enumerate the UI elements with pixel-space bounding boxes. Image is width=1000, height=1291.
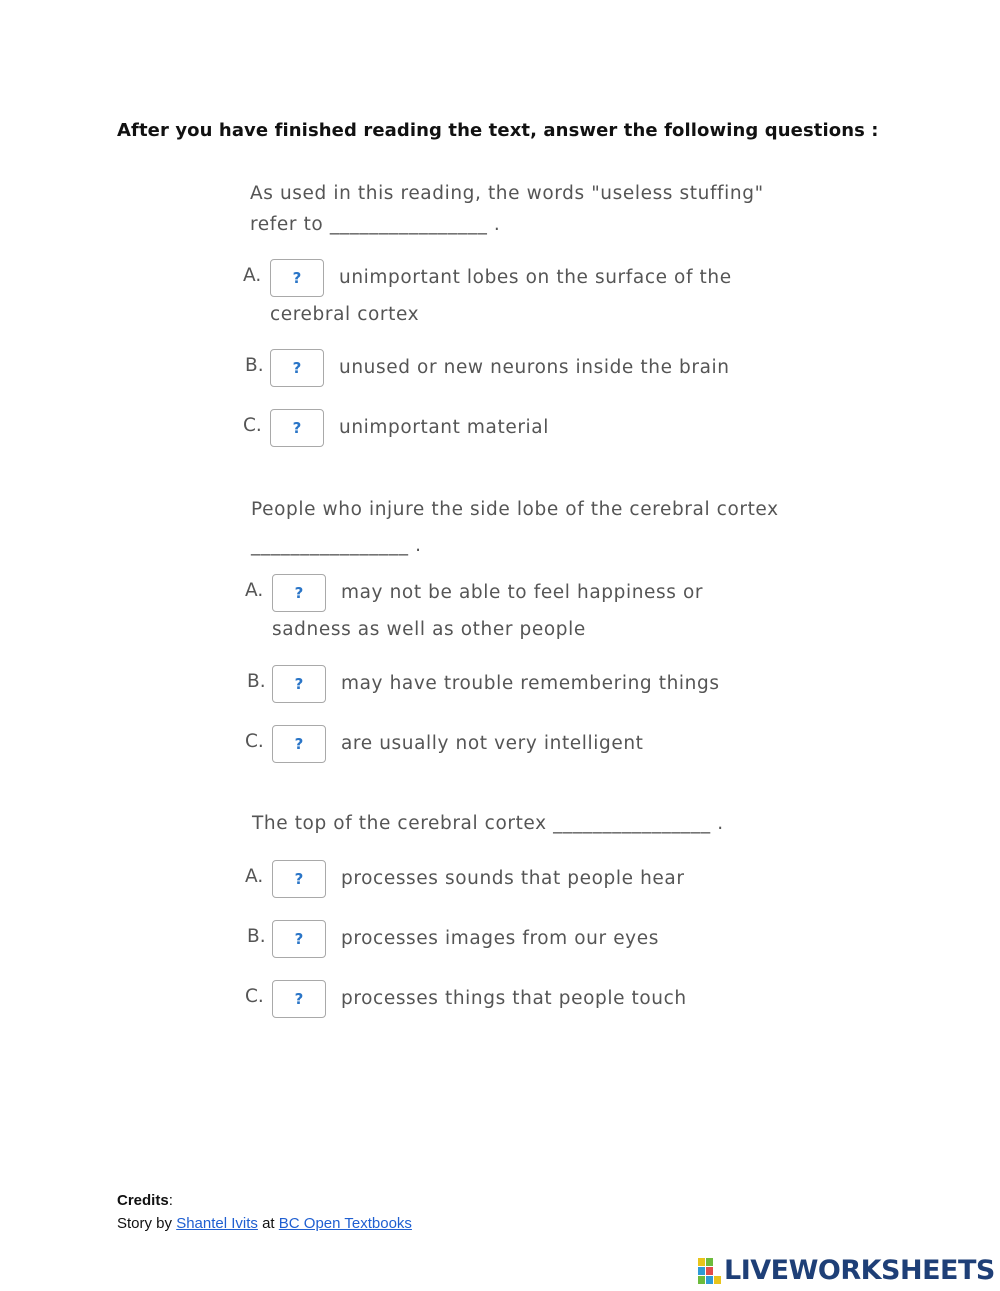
q2-option-a-letter: A.: [245, 580, 264, 601]
question-1-stem-line2: refer to ________________ .: [250, 214, 501, 235]
author-link[interactable]: Shantel Ivits: [176, 1215, 258, 1232]
q2-option-a-text-line2: sadness as well as other people: [272, 619, 586, 640]
q2-option-a-text-line1: may not be able to feel happiness or: [341, 582, 704, 603]
q1-option-a-text: [270, 259, 732, 333]
credits-line: [117, 1212, 412, 1235]
q3-option-b-text: processes images from our eyes: [341, 928, 659, 949]
q1-option-a-text-line2: cerebral cortex: [270, 304, 420, 325]
q2-option-a-text: [272, 574, 703, 648]
credits-label: Credits: [117, 1192, 169, 1209]
q3-option-c-letter: C.: [245, 986, 264, 1007]
q3-option-b-answer-box[interactable]: ?: [272, 920, 326, 958]
credits-colon: :: [168, 1192, 173, 1209]
q2-option-c-answer-box[interactable]: ?: [272, 725, 326, 763]
q3-option-b-letter: B.: [247, 926, 266, 947]
credits-at: at: [262, 1215, 275, 1232]
source-link[interactable]: BC Open Textbooks: [278, 1215, 412, 1232]
q3-option-c-text: processes things that people touch: [341, 988, 687, 1009]
q3-option-a-answer-box[interactable]: ?: [272, 860, 326, 898]
q1-option-a-letter: A.: [243, 265, 262, 286]
q1-option-c-text: unimportant material: [339, 417, 549, 438]
q1-option-b-letter: B.: [245, 355, 264, 376]
q3-option-a-letter: A.: [245, 866, 264, 887]
q1-option-b-answer-box[interactable]: ?: [270, 349, 324, 387]
q3-option-c-answer-box[interactable]: ?: [272, 980, 326, 1018]
q1-option-c-letter: C.: [243, 415, 262, 436]
credits: [117, 1189, 412, 1235]
q2-option-a-answer-box[interactable]: ?: [272, 574, 326, 612]
q3-option-a-text: processes sounds that people hear: [341, 868, 685, 889]
instructions-heading: After you have finished reading the text, answer the following questions :: [117, 120, 879, 141]
q2-option-b-answer-box[interactable]: ?: [272, 665, 326, 703]
q1-option-c-answer-box[interactable]: ?: [270, 409, 324, 447]
q2-option-c-letter: C.: [245, 731, 264, 752]
q1-option-a-text-line1: unimportant lobes on the surface of the: [339, 267, 732, 288]
q1-option-b-text: unused or new neurons inside the brain: [339, 357, 730, 378]
logo-text: LIVEWORKSHEETS: [724, 1255, 995, 1286]
credits-heading: [117, 1189, 412, 1212]
liveworksheets-logo: [698, 1255, 995, 1286]
question-3-stem: The top of the cerebral cortex ________________ .: [252, 813, 724, 834]
question-2-stem-line1: People who injure the side lobe of the cerebral cortex: [251, 499, 779, 520]
q1-option-a-answer-box[interactable]: ?: [270, 259, 324, 297]
q2-option-c-text: are usually not very intelligent: [341, 733, 644, 754]
q2-option-b-letter: B.: [247, 671, 266, 692]
q2-option-b-text: may have trouble remembering things: [341, 673, 720, 694]
question-2-stem-line2: ________________ .: [251, 535, 422, 556]
credits-story-by: Story by: [117, 1215, 173, 1232]
question-1-stem-line1: As used in this reading, the words "useless stuffing": [250, 183, 764, 204]
question-2-stem: [251, 492, 779, 564]
logo-blocks-icon: [698, 1258, 722, 1284]
question-1-stem: [250, 178, 764, 240]
